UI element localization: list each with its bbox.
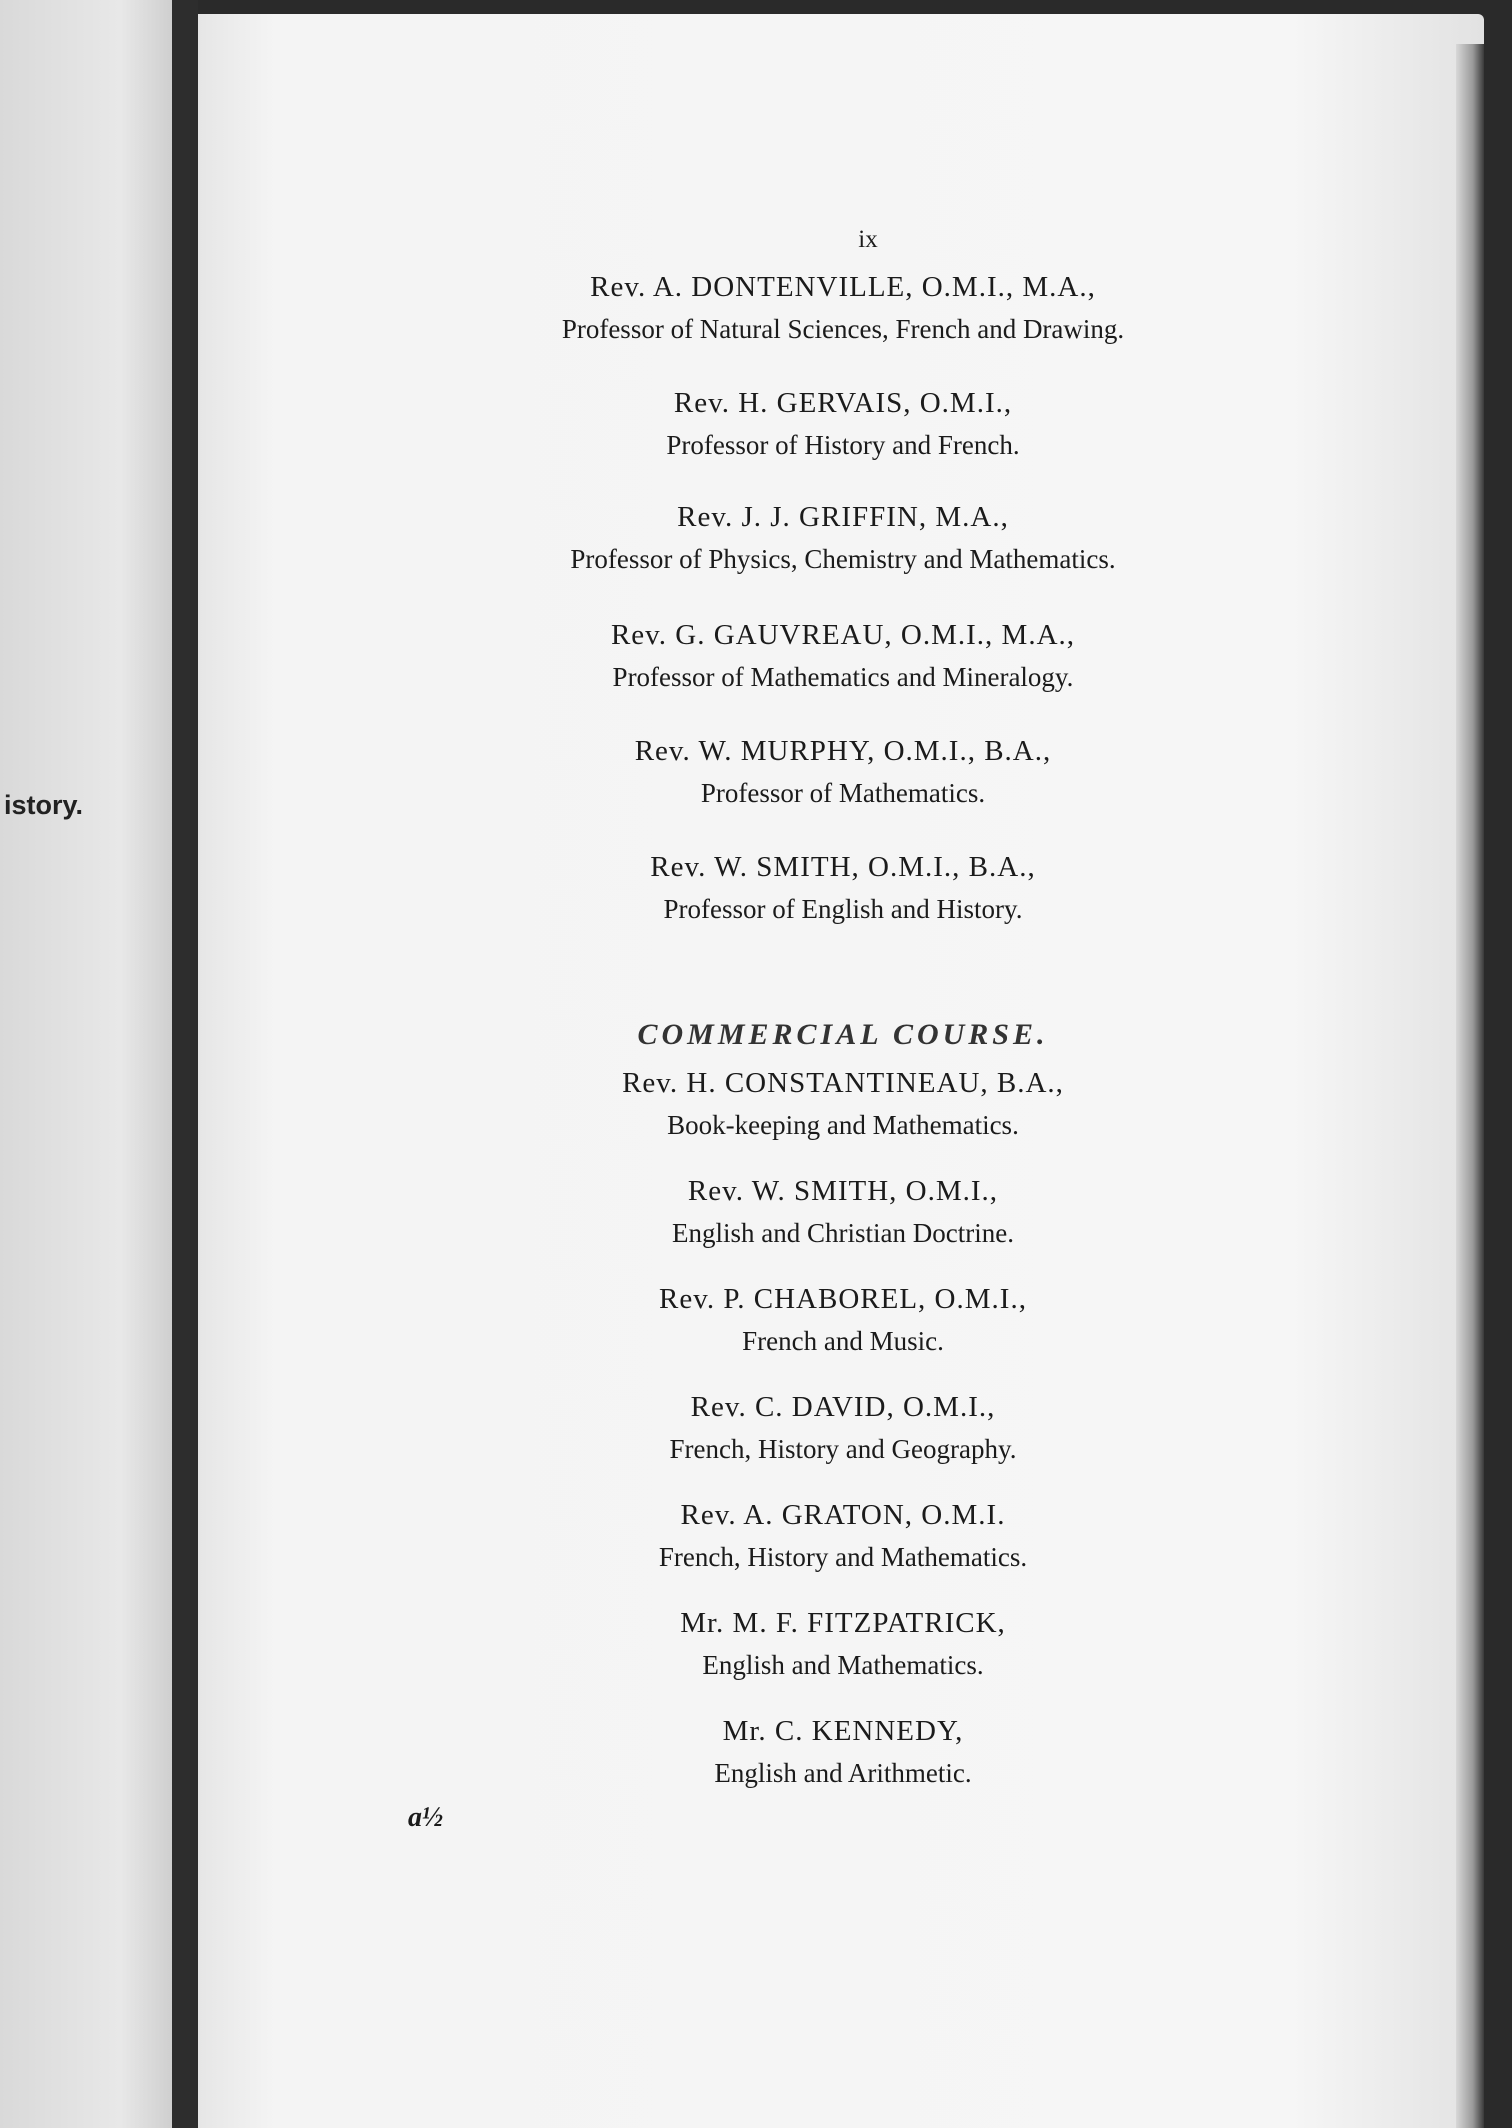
commercial-entry: [308, 1498, 1378, 1574]
commercial-name: Rev. A. GRATON, O.M.I.: [680, 1499, 1006, 1531]
faculty-role: Professor of English and History.: [663, 894, 1023, 924]
left-page: [0, 0, 172, 2128]
faculty-name: Rev. W. SMITH, O.M.I., B.A.,: [650, 851, 1036, 883]
faculty-name: Rev. H. GERVAIS, O.M.I.,: [673, 387, 1013, 419]
commercial-entry: [308, 1174, 1378, 1250]
page: [198, 14, 1484, 2128]
commercial-entry: [308, 1606, 1378, 1682]
faculty-role: Professor of History and French.: [666, 430, 1020, 460]
faculty-role: Professor of Physics, Chemistry and Mathematics.: [570, 544, 1116, 574]
commercial-role: English and Christian Doctrine.: [672, 1218, 1014, 1248]
faculty-entry: [308, 618, 1378, 694]
faculty-name: Rev. G. GAUVREAU, O.M.I., M.A.,: [610, 619, 1076, 651]
folio-signature-mark: a½: [408, 1802, 443, 1833]
commercial-name: Mr. C. KENNEDY,: [722, 1715, 964, 1747]
commercial-name: Rev. P. CHABOREL, O.M.I.,: [659, 1283, 1027, 1315]
left-page-fragment: istory.: [4, 790, 84, 820]
commercial-role: English and Arithmetic.: [714, 1758, 972, 1788]
commercial-name: Mr. M. F. FITZPATRICK,: [680, 1607, 1006, 1639]
faculty-entry: [308, 386, 1378, 462]
commercial-role: French, History and Mathematics.: [658, 1542, 1028, 1572]
faculty-role: Professor of Mathematics and Mineralogy.: [612, 662, 1074, 692]
commercial-role: French and Music.: [742, 1326, 944, 1356]
faculty-name: Rev. W. MURPHY, O.M.I., B.A.,: [634, 735, 1052, 767]
faculty-entry: [308, 850, 1378, 926]
commercial-name: Rev. C. DAVID, O.M.I.,: [690, 1391, 996, 1423]
page-number: ix: [858, 226, 878, 253]
page-edge: [1456, 44, 1484, 2128]
faculty-role: Professor of Natural Sciences, French and Drawing.: [561, 314, 1125, 344]
commercial-entry: [308, 1714, 1378, 1790]
commercial-course-heading: COMMERCIAL COURSE.: [637, 1018, 1049, 1051]
faculty-role: Professor of Mathematics.: [700, 778, 986, 808]
commercial-entry: [308, 1282, 1378, 1358]
commercial-role: Book-keeping and Mathematics.: [667, 1110, 1019, 1140]
faculty-entry: [308, 500, 1378, 576]
commercial-role: English and Mathematics.: [702, 1650, 984, 1680]
commercial-entry: [308, 1066, 1378, 1142]
commercial-name: Rev. H. CONSTANTINEAU, B.A.,: [622, 1067, 1064, 1099]
commercial-name: Rev. W. SMITH, O.M.I.,: [687, 1175, 999, 1207]
faculty-name: Rev. A. DONTENVILLE, O.M.I., M.A.,: [590, 271, 1096, 303]
faculty-entry: [308, 734, 1378, 810]
faculty-name: Rev. J. J. GRIFFIN, M.A.,: [677, 501, 1009, 533]
commercial-entry: [308, 1390, 1378, 1466]
faculty-entry: [308, 270, 1378, 346]
book-gutter: [172, 0, 198, 2128]
commercial-role: French, History and Geography.: [669, 1434, 1017, 1464]
